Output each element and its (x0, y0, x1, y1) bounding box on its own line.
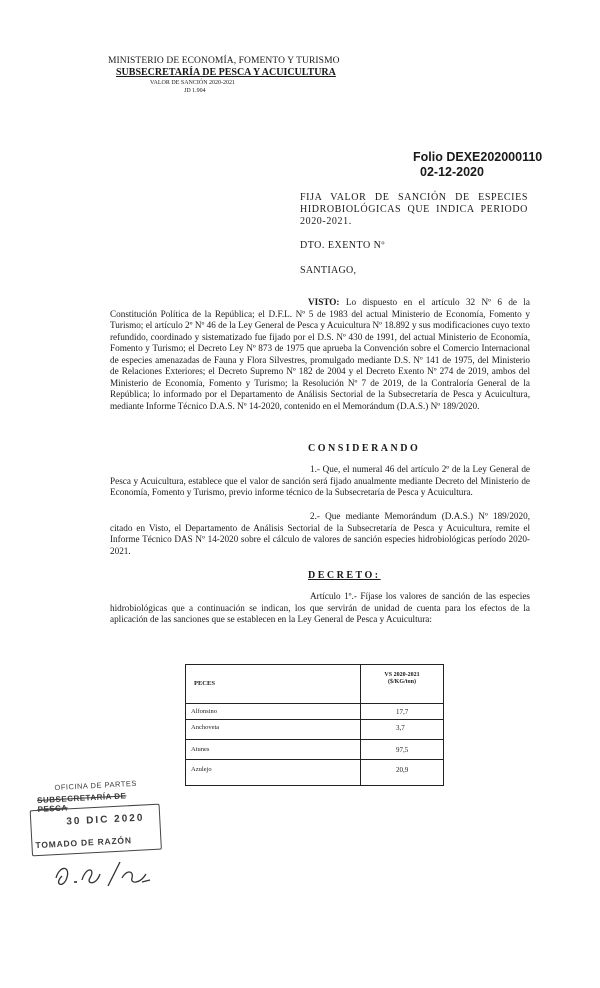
table-row (186, 763, 443, 777)
stamp-office-line: OFICINA DE PARTES (54, 778, 138, 793)
folio-number: Folio DEXE202000110 (413, 150, 543, 164)
table-header-species: PECES (194, 680, 215, 687)
stamp-subsecretaria-line: SUBSECRETARÍA DE PESCA (36, 791, 127, 814)
sanction-values-table (185, 664, 444, 786)
stamp-date: 30 DIC 2020 (66, 812, 145, 828)
table-divider (186, 759, 443, 760)
species-name: Anchoveta (191, 724, 220, 731)
articulo-1 (110, 591, 530, 626)
considerando-item-1 (110, 464, 530, 499)
visto-lead: VISTO: (308, 297, 340, 307)
table-row (186, 743, 443, 757)
table-header-unit: ($/KG/ton) (388, 679, 416, 685)
document-date: 02-12-2020 (420, 165, 484, 179)
table-row (186, 705, 443, 719)
visto-paragraph (110, 297, 530, 412)
table-divider (186, 739, 443, 740)
considerando-heading: CONSIDERANDO (308, 443, 421, 454)
table-header-value: VS 2020-2021 (384, 672, 420, 678)
considerando-text-2: 2.- Que mediante Memorándum (D.A.S.) Nº 189/2020, citado en Visto, el Departamento de Análisis Sectorial de la Subsecretaría de Pesca y Acuicultura, remite el Informe Técnico DAS Nº 14-2020 sobre el cálculo de valores de sanción especies hidrobiológicas período 2020-2021. (110, 511, 530, 556)
place-line: SANTIAGO, (300, 265, 357, 276)
decree-type: DTO. EXENTO Nº (300, 240, 386, 251)
considerando-text-1: 1.- Que, el numeral 46 del artículo 2º de la Ley General de Pesca y Acuicultura, establece que el valor de sanción será fijado anualmente mediante Decreto del Ministerio de Economía, Fomento y Turismo, previo informe técnico de la Subsecretaría de Pesca y Acuicultura. (110, 464, 530, 497)
header-ref: JD 1.904 (184, 88, 206, 94)
handwritten-initials (50, 856, 160, 892)
species-name: Atunes (191, 746, 210, 753)
office-stamp (28, 772, 162, 859)
species-value: 3,7 (396, 724, 405, 732)
considerando-item-2 (110, 511, 530, 557)
articulo-1-text: Artículo 1º.- Fíjase los valores de sanción de las especies hidrobiológicas que a continuación se indican, los que servirán de unidad de cuenta para los efectos de la aplicación de las sanciones que se establecen en la Ley General de Pesca y Acuicultura: (110, 591, 530, 624)
visto-text: Lo dispuesto en el artículo 32 Nº 6 de la Constitución Política de la República; el D.F.L. Nº 5 de 1983 del actual Ministerio de Economía, Fomento y Turismo; el artículo 2º Nº 46 de la Ley General de Pesca y Acuicultura Nº 18.892 y sus modificaciones cuyo texto refundido, coordinado y sistematizado fue fijado por el D.S. Nº 430 de 1991, del actual Ministerio de Economía, Fomento y Turismo; el Decreto Ley Nº 873 de 1975 que aprueba la Convención sobre el Comercio Internacional de especies amenazadas de Fauna y Flora Silvestres, promulgado mediante D.S. Nº 141 de 1975, del Ministerio de Relaciones Exteriores; el Decreto Supremo Nº 182 de 2004 y el Decreto Exento Nº 274 de 2019, ambos del Ministerio de Economía, Fomento y Turismo; la Resolución Nº 7 de 2019, de la Contraloría General de la República; lo informado por el Departamento de Análisis Sectorial de la Subsecretaría de Pesca y Acuicultura, mediante Informe Técnico D.A.S. Nº 14-2020, contenido en el Memorándum (D.A.S.) Nº 189/2020. (110, 297, 530, 411)
species-value: 20,9 (396, 766, 409, 774)
subsecretaria-header: SUBSECRETARÍA DE PESCA Y ACUICULTURA (116, 67, 336, 78)
species-value: 97,5 (396, 746, 409, 754)
table-divider (186, 703, 443, 704)
species-name: Alfonsino (191, 708, 217, 715)
stamp-bottom-line: TOMADO DE RAZÓN (35, 835, 133, 851)
decreto-heading: DECRETO: (308, 570, 381, 581)
decree-title: FIJA VALOR DE SANCIÓN DE ESPECIES HIDROBIOLÓGICAS QUE INDICA PERIODO 2020-2021. (300, 192, 528, 227)
species-name: Azulejo (191, 766, 212, 773)
ministerio-header: MINISTERIO DE ECONOMÍA, FOMENTO Y TURISMO (108, 56, 340, 66)
header-subline: VALOR DE SANCIÓN 2020-2021 (150, 80, 236, 86)
species-value: 17,7 (396, 708, 409, 716)
table-row (186, 721, 443, 735)
table-divider (186, 719, 443, 720)
